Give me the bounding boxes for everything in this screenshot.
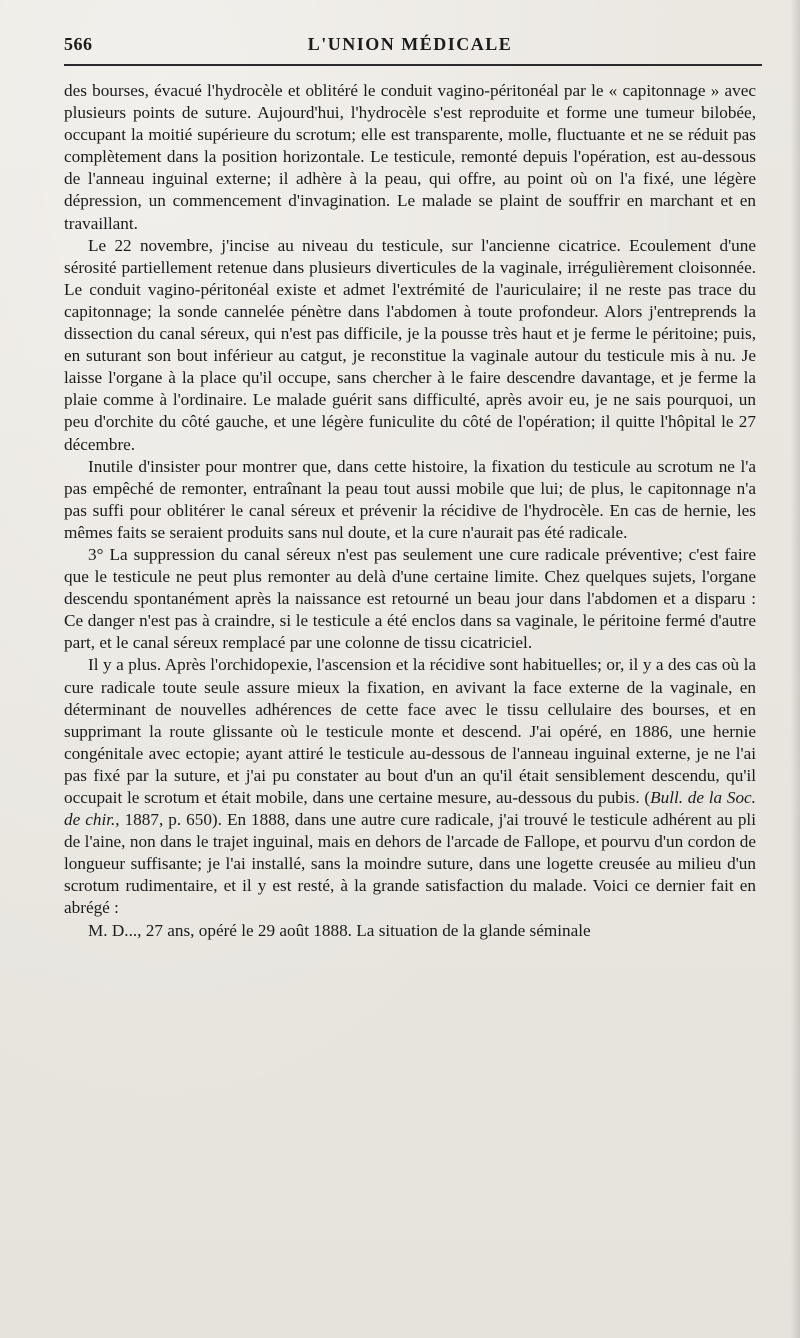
header-rule <box>64 64 762 66</box>
paragraph-text: , 1887, p. 650). En 1888, dans une autre cure radicale, j'ai trouvé le testicule adhérent au pli de l'aine, non dans le trajet inguinal, mais en dehors de l'arcade de Fallope, et pourvu d'un cordon de longueur suffisante; je l'ai installé, sans la moindre suture, dans une logette creusée au milieu d'un scrotum rudimentaire, et il y est resté, à la grande satisfaction du malade. Voici ce dernier fait en abrégé : <box>64 810 756 918</box>
paragraph-text: M. D..., 27 ans, opéré le 29 août 1888. La situation de la glande séminale <box>88 920 591 940</box>
paragraph-5 <box>64 654 756 919</box>
page-header <box>64 30 756 64</box>
paragraph-3 <box>64 456 756 544</box>
paragraph-text: Inutile d'insister pour montrer que, dans cette histoire, la fixation du testicule au scrotum ne l'a pas empêché de remonter, entraînant la peau tout aussi mobile que lui; de plus, le capitonnage n'a pas suffi pour oblitérer le canal séreux et prévenir la récidive de l'hydrocèle. En cas de hernie, les mêmes faits se seraient produits sans nul doute, et la cure n'aurait pas été radicale. <box>64 456 756 542</box>
paragraph-4 <box>64 544 756 654</box>
paragraph-text: Le 22 novembre, j'incise au niveau du testicule, sur l'ancienne cicatrice. Ecoulement d'une sérosité partiellement retenue dans plusieurs diverticules de la vaginale, irrégulièrement cloisonnée. Le conduit vagino-péritonéal existe et admet l'extrémité de l'auriculaire; il ne reste pas trace du capitonnage; la sonde cannelée pénètre dans l'abdomen à toute profondeur. Alors j'entreprends la dissection du canal séreux, qui n'est pas difficile, je la pousse très haut et je ferme le péritoine; puis, en suturant son bout inférieur au catgut, je reconstitue la vaginale autour du testicule mis à nu. Je laisse l'organe à la place qu'il occupe, sans chercher à le faire descendre davantage, et je ferme la plaie comme à l'ordinaire. Le malade guérit sans difficulté, après avoir eu, je ne sais pourquoi, un peu d'orchite du côté gauche, et une légère funiculite du côté de l'opération; il quitte l'hôpital le 27 décembre. <box>64 235 756 454</box>
paragraph-text: 3° La suppression du canal séreux n'est pas seulement une cure radicale préventive; c'est faire que le testicule ne peut plus remonter au delà d'une certaine limite. Chez quelques sujets, l'organe descendu spontanément après la naissance est retourné un beau jour dans l'abdomen et a disparu : Ce danger n'est pas à craindre, si le testicule a été enclos dans sa vaginale, le péritoine fermé d'autre part, et le canal séreux remplacé par une colonne de tissu cicatriciel. <box>64 544 756 653</box>
paragraph-6 <box>64 920 756 942</box>
citation-title: Bull. de la Soc. de chir. <box>64 788 756 830</box>
paragraph-2 <box>64 235 756 456</box>
paragraph-text: Il y a plus. Après l'orchidopexie, l'ascension et la récidive sont habituelles; or, il y a des cas où la cure radicale toute seule assure mieux la fixation, en avivant la face externe de la vaginale, en déterminant de nouvelles adhérences de cette face avec le tissu cellulaire des bourses, et en supprimant la route glissante où le testicule monte et descend. J'ai opéré, en 1886, une hernie congénitale avec ectopie; ayant attiré le testicule au-dessous de l'anneau inguinal externe, je ne l'ai pas fixé par la suture, et j'ai pu constater au bout d'un an qu'il était sensiblement descendu, qu'il occupait le scrotum et était mobile, dans une certaine mesure, au-dessous du pubis. ( <box>64 655 756 807</box>
paragraph-text: des bourses, évacué l'hydrocèle et oblitéré le conduit vagino-péritonéal par le « capitonnage » avec plusieurs points de suture. Aujourd'hui, l'hydrocèle s'est reproduite et forme une tumeur bilobée, occupant la moitié supérieure du scrotum; elle est transparente, molle, fluctuante et ne se réduit pas complètement dans la position horizontale. Le testicule, remonté depuis l'opération, est au-dessous de l'anneau inguinal externe; il adhère à la peau, qui offre, au point où on l'a fixé, une légère dépression, un commencement d'invagination. Le malade se plaint de souffrir en marchant et en travaillant. <box>64 81 756 233</box>
body-text <box>64 80 756 942</box>
paragraph-1 <box>64 80 756 235</box>
page-number: 566 <box>64 34 93 54</box>
running-title: L'UNION MÉDICALE <box>307 34 513 54</box>
